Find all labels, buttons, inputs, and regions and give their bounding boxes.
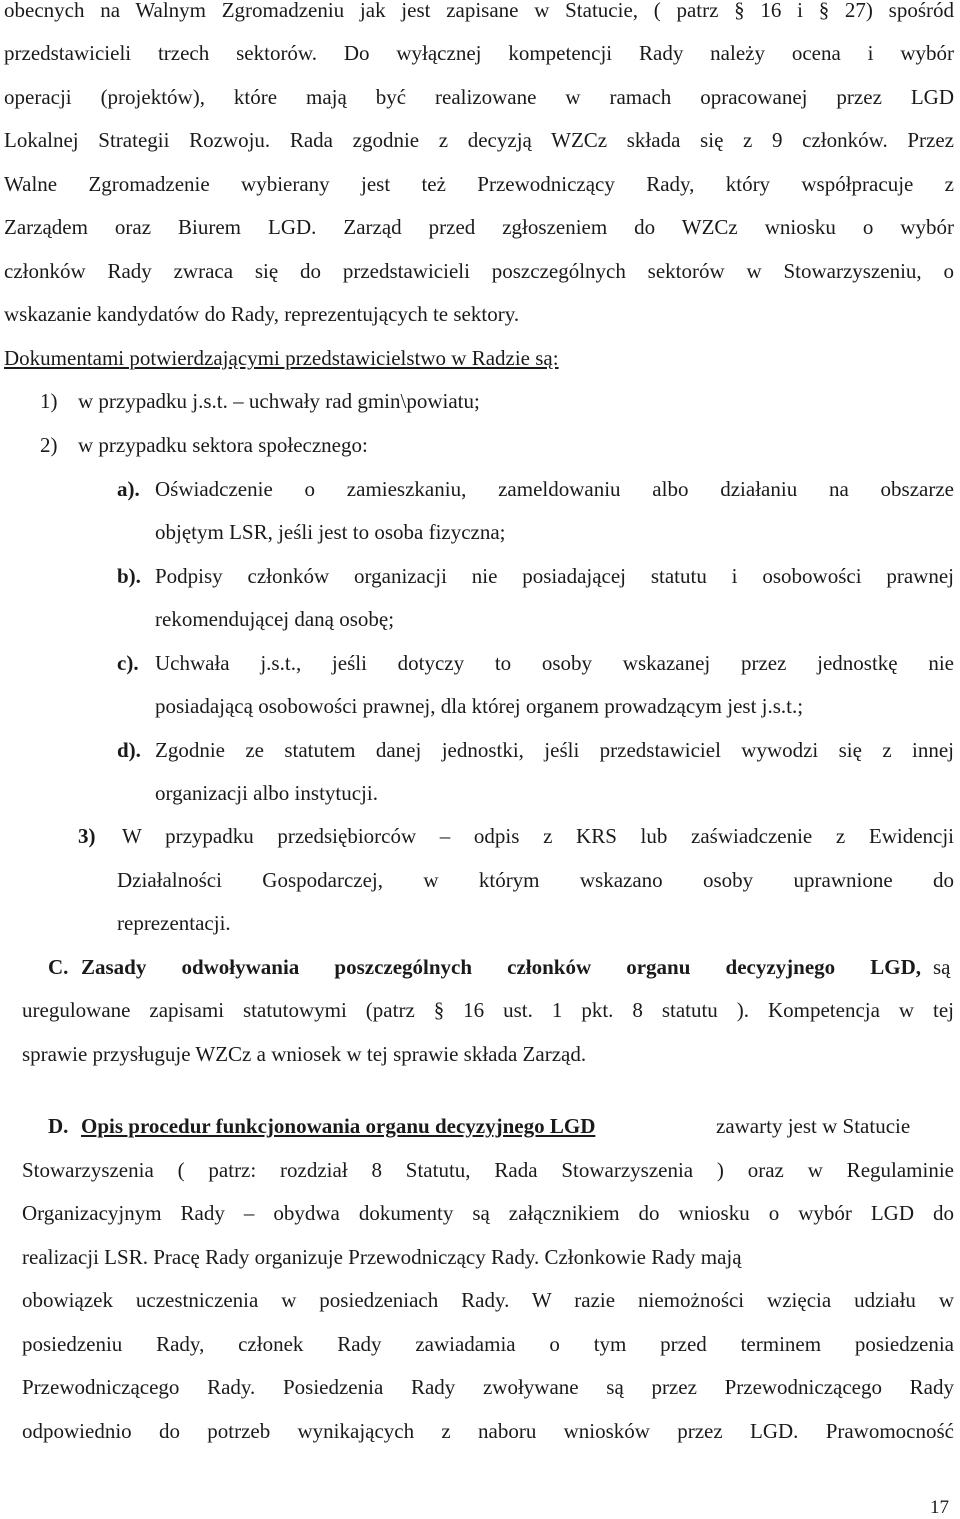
subitem-marker: b). xyxy=(117,564,141,588)
page-number: 17 xyxy=(930,1497,949,1518)
section-c-heading: Zasady odwoływania poszczególnych członków organu decyzyjnego LGD, xyxy=(81,955,921,979)
subitem-marker: c). xyxy=(117,651,139,675)
section-d-line: odpowiednio do potrzeb wynikających z naboru wniosków przez LGD. Prawomocność xyxy=(22,1419,954,1443)
paragraph-line: członków Rady zwraca się do przedstawicieli poszczególnych sektorów w Stowarzyszeniu, o xyxy=(4,259,954,283)
subitem-line-2: organizacji albo instytucji. xyxy=(155,781,378,805)
section-d-line: Przewodniczącego Rady. Posiedzenia Rady zwoływane są przez Przewodniczącego Rady xyxy=(22,1375,954,1399)
section-c-text-2: uregulowane zapisami statutowymi (patrz § 16 ust. 1 pkt. 8 statutu ). Kompetencja w tej xyxy=(22,998,954,1022)
list-item-3-line-3: reprezentacji. xyxy=(117,911,231,935)
subitem-line-1: Uchwała j.s.t., jeśli dotyczy to osoby wskazanej przez jednostkę nie xyxy=(155,651,954,675)
list-item-3-line-2: Działalności Gospodarczej, w którym wskazano osoby uprawnione do xyxy=(117,868,954,892)
list-item-2-number: 2) xyxy=(40,433,58,457)
paragraph-line: wskazanie kandydatów do Rady, reprezentujących te sektory. xyxy=(4,302,520,326)
paragraph-line: operacji (projektów), które mają być realizowane w ramach opracowanej przez LGD xyxy=(4,85,954,109)
section-c-text-1: są xyxy=(933,955,951,979)
subitem-marker: a). xyxy=(117,477,140,501)
section-d-line: realizacji LSR. Pracę Rady organizuje Przewodniczący Rady. Członkowie Rady mają xyxy=(22,1245,742,1269)
list-item-3-number: 3) xyxy=(78,824,96,848)
subitem-line-1: Zgodnie ze statutem danej jednostki, jeśli przedstawiciel wywodzi się z innej xyxy=(155,738,954,762)
section-d-line: Organizacyjnym Rady – obydwa dokumenty są załącznikiem do wniosku o wybór LGD do xyxy=(22,1201,954,1225)
section-d-line: posiedzeniu Rady, członek Rady zawiadamia o tym przed terminem posiedzenia xyxy=(22,1332,954,1356)
section-d-heading: Opis procedur funkcjonowania organu decyzyjnego LGD xyxy=(81,1114,596,1138)
paragraph-line: obecnych na Walnym Zgromadzeniu jak jest zapisane w Statucie, ( patrz § 16 i § 27) spośród xyxy=(4,0,954,22)
section-c-letter: C. xyxy=(48,955,69,979)
subitem-line-2: objętym LSR, jeśli jest to osoba fizyczna; xyxy=(155,520,506,544)
subitem-marker: d). xyxy=(117,738,141,762)
paragraph-line: Walne Zgromadzenie wybierany jest też Przewodniczący Rady, który współpracuje z xyxy=(4,172,954,196)
subitem-line-1: Podpisy członków organizacji nie posiadającej statutu i osobowości prawnej xyxy=(155,564,954,588)
section-c-text-3: sprawie przysługuje WZCz a wniosek w tej sprawie składa Zarząd. xyxy=(22,1042,587,1066)
list-item-3-line-1: W przypadku przedsiębiorców – odpis z KRS lub zaświadczenie z Ewidencji xyxy=(122,824,954,848)
subitem-line-2: rekomendującej daną osobę; xyxy=(155,607,395,631)
subitem-line-1: Oświadczenie o zamieszkaniu, zameldowaniu albo działaniu na obszarze xyxy=(155,477,954,501)
subitem-line-2: posiadającą osobowości prawnej, dla której organem prowadzącym jest j.s.t.; xyxy=(155,694,804,718)
section-d-text-1: zawarty jest w Statucie xyxy=(716,1114,911,1138)
section-d-line: obowiązek uczestniczenia w posiedzeniach Rady. W razie niemożności wzięcia udziału w xyxy=(22,1288,954,1312)
list-item-1-number: 1) xyxy=(40,389,58,413)
paragraph-line: Lokalnej Strategii Rozwoju. Rada zgodnie z decyzją WZCz składa się z 9 członków. Przez xyxy=(4,128,954,152)
list-item-1-text: w przypadku j.s.t. – uchwały rad gmin\powiatu; xyxy=(78,389,480,413)
paragraph-line: Zarządem oraz Biurem LGD. Zarząd przed zgłoszeniem do WZCz wniosku o wybór xyxy=(4,215,954,239)
paragraph-line: przedstawicieli trzech sektorów. Do wyłącznej kompetencji Rady należy ocena i wybór xyxy=(4,41,954,65)
section-d-line: Stowarzyszenia ( patrz: rozdział 8 Statutu, Rada Stowarzyszenia ) oraz w Regulaminie xyxy=(22,1158,954,1182)
section-d-letter: D. xyxy=(48,1114,69,1138)
documents-heading: Dokumentami potwierdzającymi przedstawicielstwo w Radzie są: xyxy=(4,346,559,370)
list-item-2-text: w przypadku sektora społecznego: xyxy=(78,433,368,457)
